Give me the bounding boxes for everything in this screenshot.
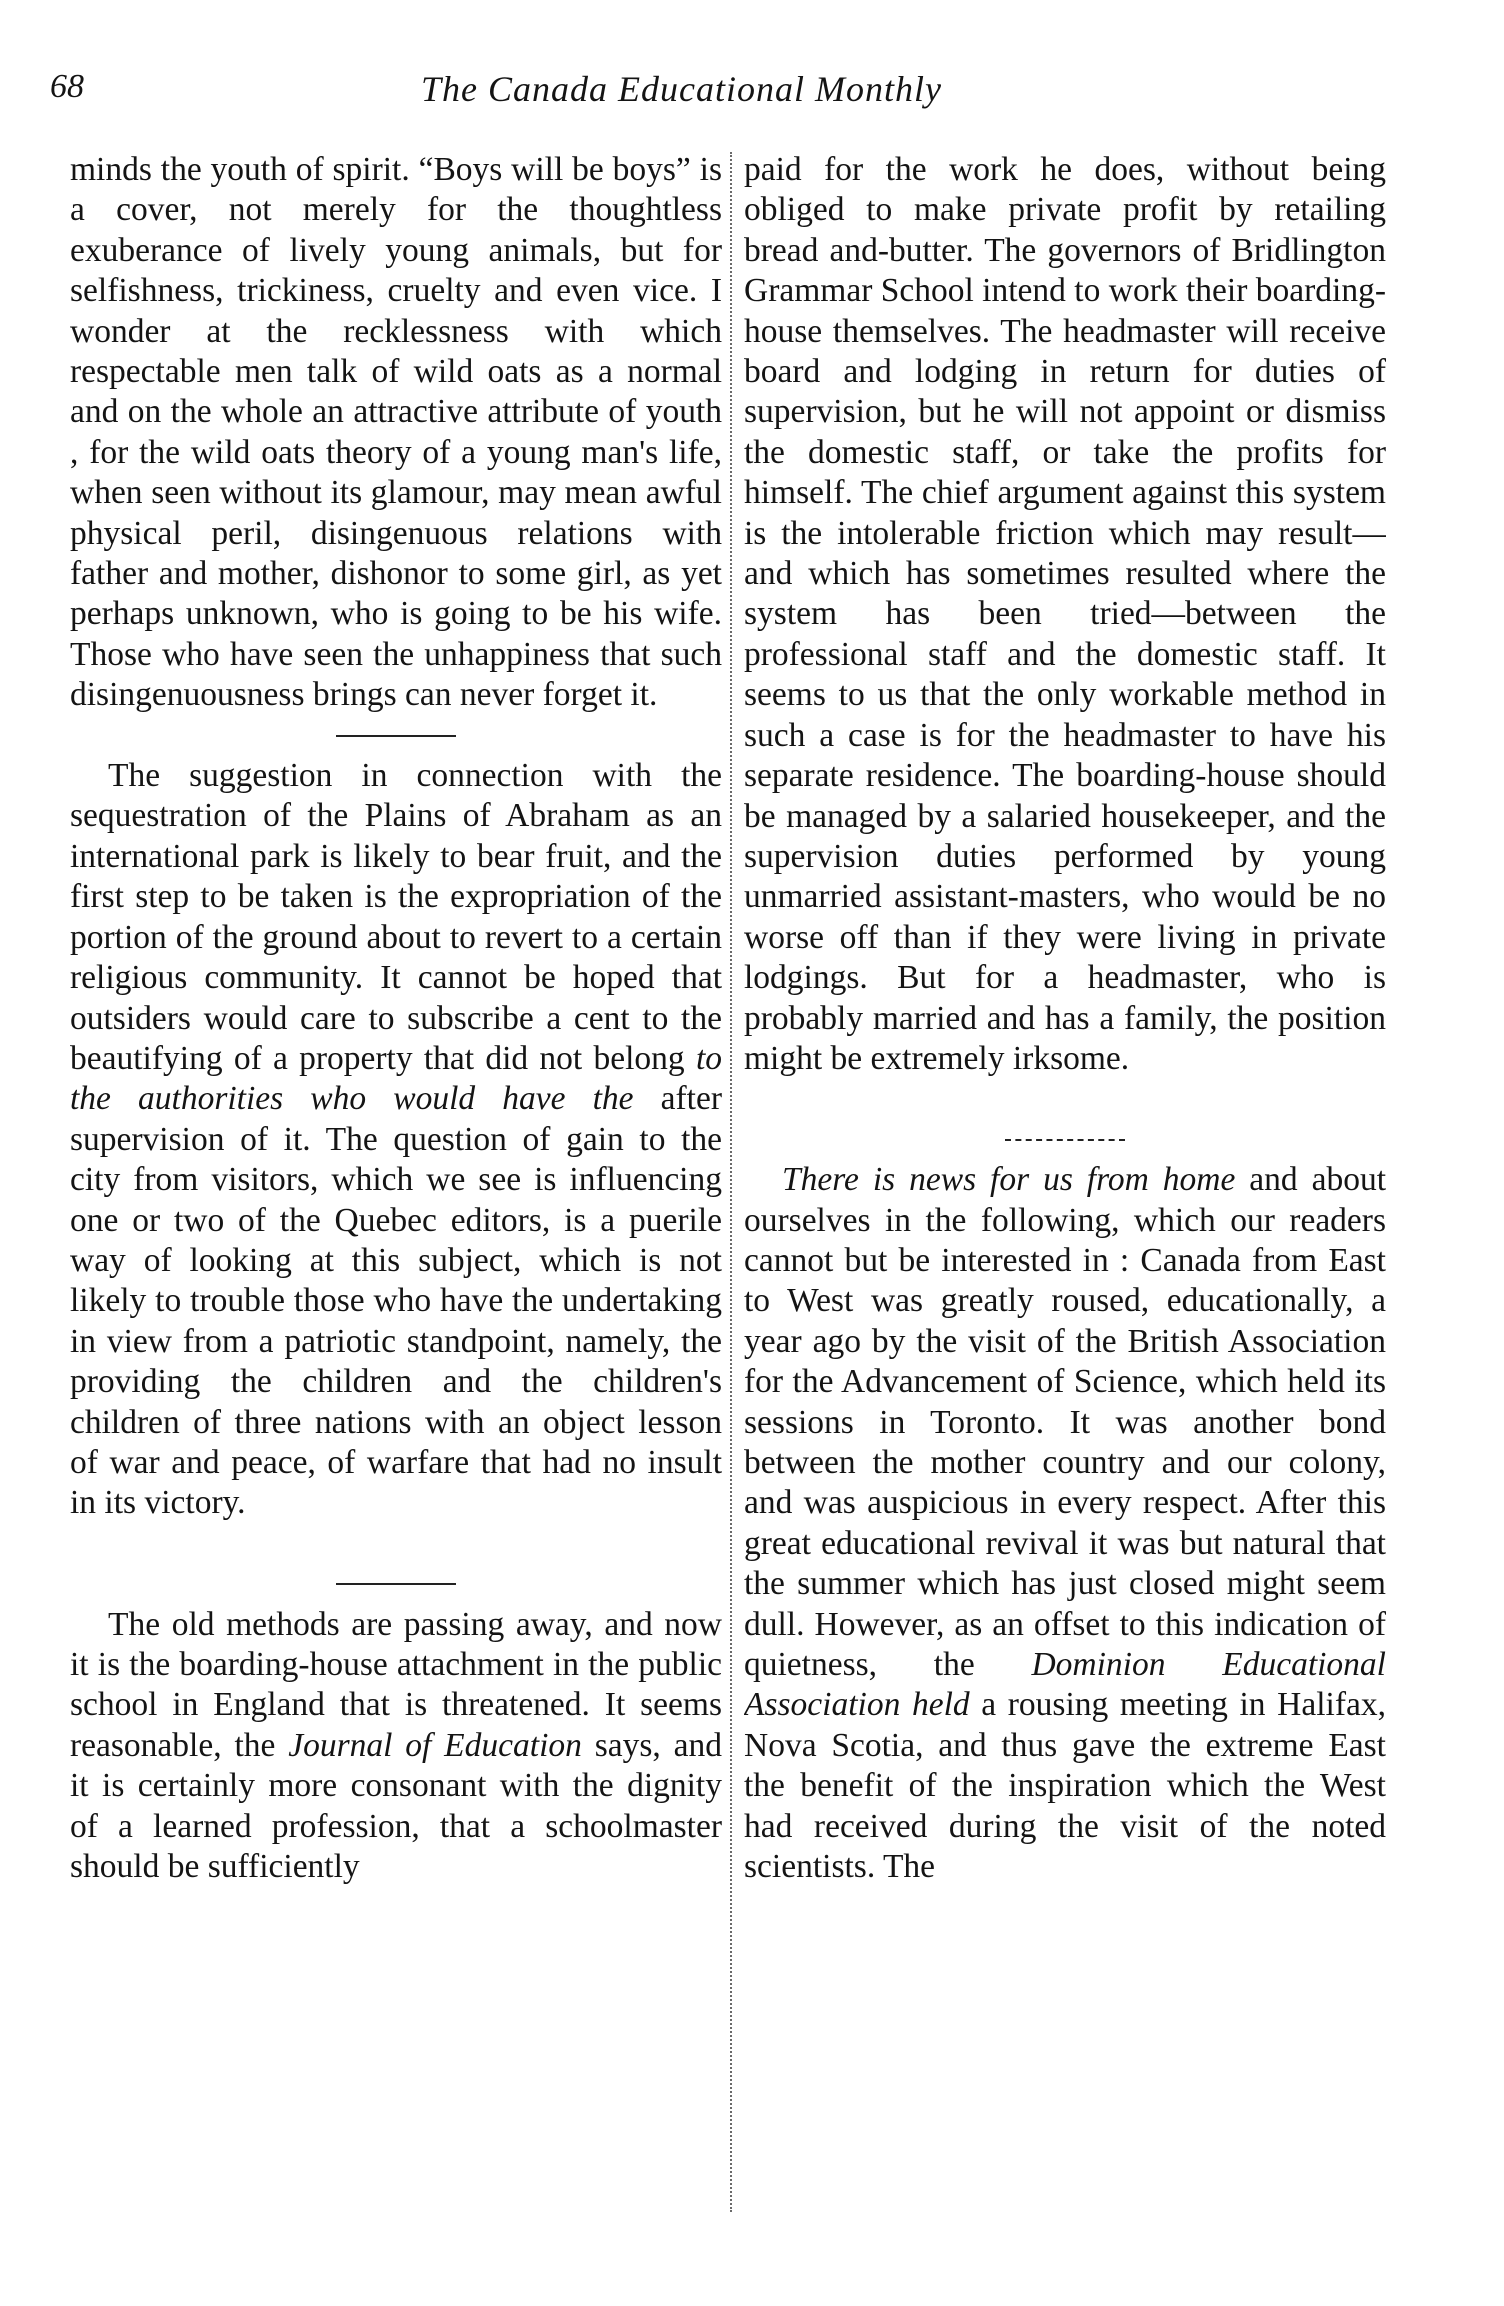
column-divider	[730, 152, 732, 2212]
paragraph-plains-of-abraham-italic: to the authorities who would have the	[70, 1039, 722, 1118]
spacer	[70, 1524, 722, 1564]
running-title: The Canada Educational Monthly	[421, 69, 942, 109]
page-header	[0, 68, 1504, 120]
paragraph-news-text: and about ourselves in the following, which our readers cannot but be interested in : Canada from East to West was greatly roused, educationally, a year ago by the visit of the British Association for the Advancement of Science, which held its sessions in Toronto. It was another bond between the mother country and our colony, and was auspicious in every respect. After this great educational revival it was but natural that the summer which has just closed might seem dull. However, as an offset to this indication of quietness, the	[744, 1161, 1386, 1683]
association-name: Dominion Educational Association held	[744, 1646, 1386, 1724]
section-rule	[744, 1120, 1386, 1160]
paragraph-boys-will-be-boys: minds the youth of spirit. “Boys will be boys” is a cover, not merely for the thoughtless exuberance of lively young animals, but for selfishness, trickiness, cruelty and even vice. I wonder at the recklessness with which respectable men talk of wild oats as a normal and on the whole an attractive attribute of youth , for the wild oats theory of a young man's life, when seen without its glamour, may mean awful physical peril, disingenuous relations with father and mother, dishonor to some girl, as yet perhaps unknown, who is going to be his wife. Those who have seen the unhappiness that such disingenuousness brings can never forget it.	[70, 151, 722, 714]
paragraph-news-italic: There is news for us from home	[782, 1161, 1236, 1199]
paragraph-plains-of-abraham-text: The suggestion in connection with the sequestration of the Plains of Abraham as an international park is likely to bear fruit, and the first step to be taken is the expropriation of the portion of the ground about to revert to a certain religious community. It cannot be hoped that outsiders would care to subscribe a cent to the beautifying of a property that did not belong	[70, 757, 722, 1077]
paragraph-plains-of-abraham	[70, 756, 722, 1524]
paragraph-news-end: a rousing meeting in Halifax, Nova Scotia, and thus gave the extreme East the benefit of the inspiration which the West had received during the visit of the noted scientists. The	[744, 1686, 1386, 1886]
left-column	[70, 150, 722, 2260]
section-rule	[70, 1564, 722, 1604]
paragraph-plains-of-abraham-end: after supervision of it. The question of gain to the city from visitors, which we see is influencing one or two of the Quebec editors, is a puerile way of looking at this subject, which is not likely to trouble those who have the undertaking in view from a patriotic standpoint, namely, the providing the children and the children's children of three nations with an object lesson of war and peace, of warfare that had no insult in its victory.	[70, 1080, 722, 1522]
paragraph-boarding-house-end: says, and it is certainly more consonant with the dignity of a learned profession, that a schoolmaster should be sufficiently	[70, 1726, 722, 1886]
paragraph-boarding-house	[70, 1605, 722, 1888]
journal-title: Journal of Education	[288, 1726, 582, 1764]
paragraph-news-from-home	[744, 1160, 1386, 1887]
paragraph-boarding-house-start: The old methods are passing away, and now it is the boarding-house attachment in the public school in England that is threatened. It seems reasonable, the	[70, 1605, 722, 1764]
spacer	[744, 1079, 1386, 1119]
right-column	[744, 150, 1386, 2260]
page-number: 68	[50, 68, 84, 105]
section-rule	[70, 716, 722, 756]
paragraph-headmaster: paid for the work he does, without being obliged to make private profit by retailing bread and-butter. The governors of Bridlington Grammar School intend to work their boarding-house themselves. The headmaster will receive board and lodging in return for duties of supervision, but he will not appoint or dismiss the domestic staff, or take the profits for himself. The chief argument against this system is the intolerable friction which may result—and which has sometimes resulted where the system has been tried—between the professional staff and the domestic staff. It seems to us that the only workable method in such a case is for the headmaster to have his separate residence. The boarding-house should be managed by a salaried housekeeper, and the supervision duties performed by young unmarried assistant-masters, who would be no worse off than if they were living in private lodgings. But for a headmaster, who is probably married and has a family, the position might be extremely irksome.	[744, 151, 1386, 1077]
